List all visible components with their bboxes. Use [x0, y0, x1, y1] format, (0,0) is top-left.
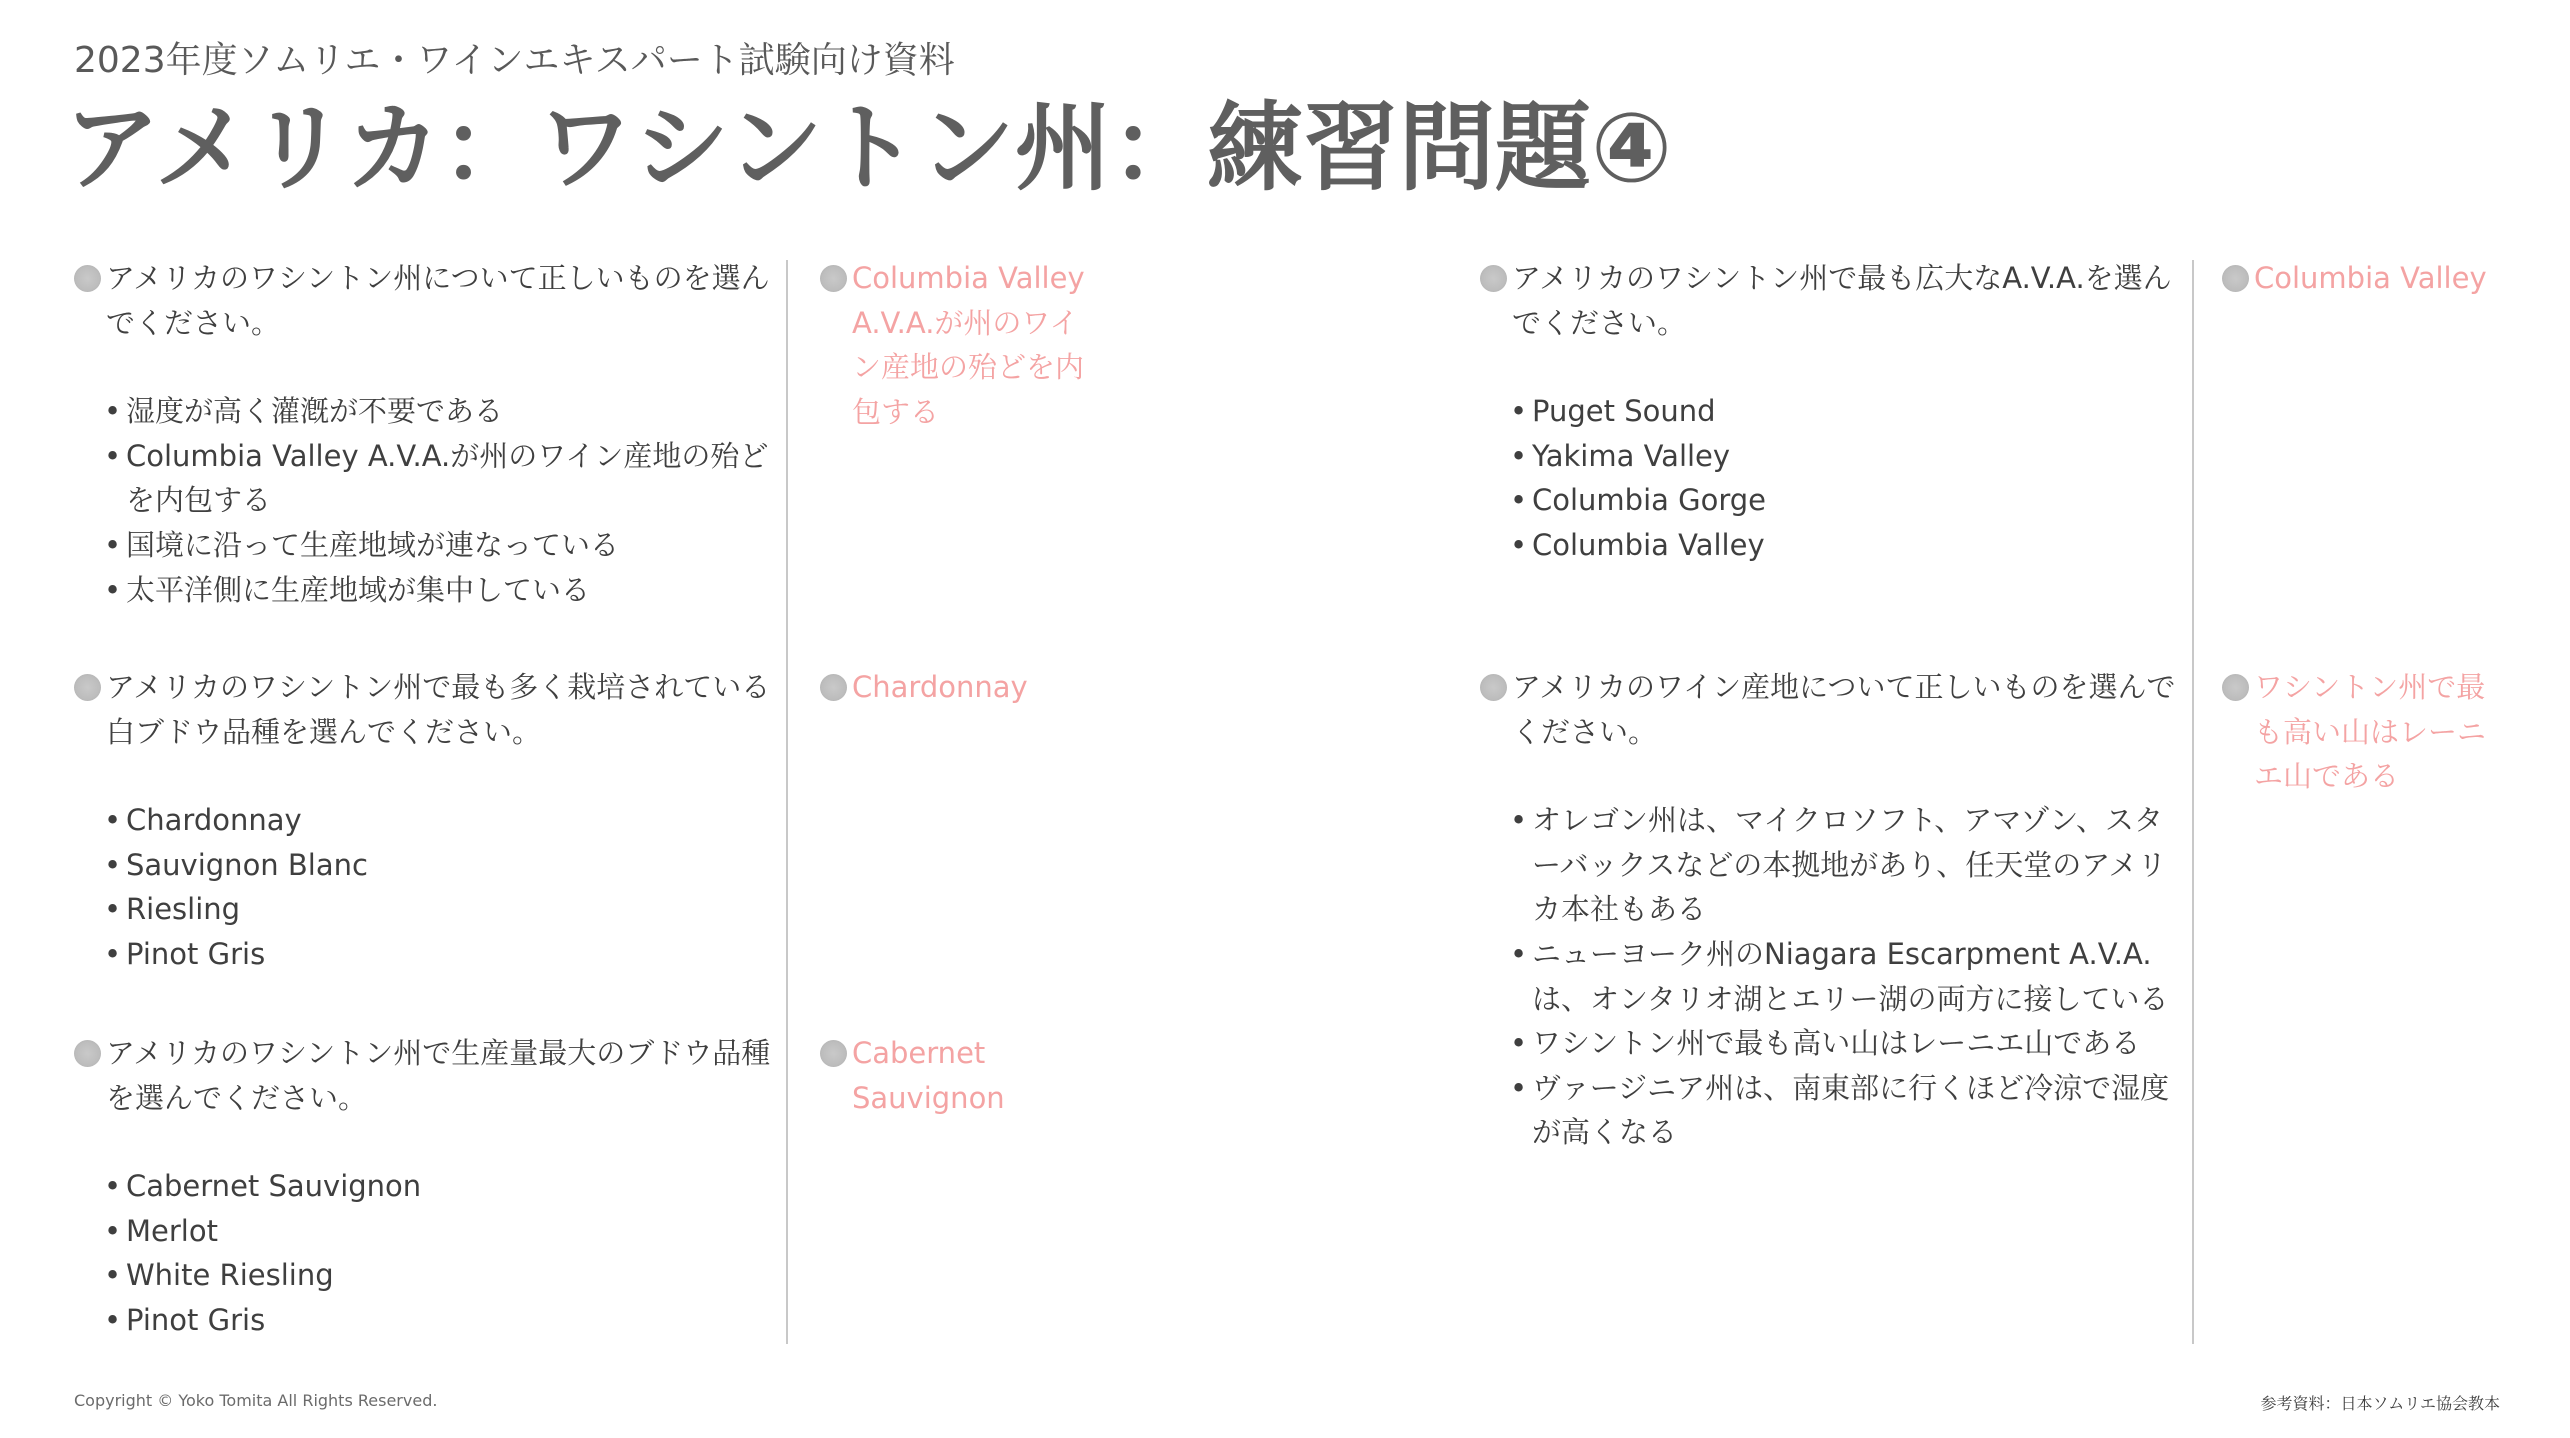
option-item: • ニューヨーク州のNiagara Escarpment A.V.A.は、オンタリオ湖とエリー湖の両方に接している	[1480, 932, 2180, 1021]
question-block-2	[74, 665, 774, 977]
answer-marker-icon	[820, 265, 847, 292]
options-list	[1480, 798, 2180, 1155]
question-marker-icon	[1480, 265, 1507, 292]
option-item: • Columbia Valley A.V.A.が州のワイン産地の殆どを内包する	[74, 434, 774, 523]
option-item: • 太平洋側に生産地域が集中している	[74, 568, 774, 613]
option-item: • 国境に沿って生産地域が連なっている	[74, 523, 774, 568]
answer-label: Cabernet Sauvignon	[852, 1036, 1005, 1115]
option-item: • Puget Sound	[1480, 389, 2180, 434]
options-list	[74, 1164, 774, 1342]
question-marker-icon	[74, 265, 101, 292]
question-marker-icon	[1480, 674, 1507, 701]
option-item: • Merlot	[74, 1209, 774, 1254]
question-label: アメリカのワシントン州で生産量最大のブドウ品種を選んでください。	[106, 1036, 771, 1115]
answer-label: Chardonnay	[852, 670, 1028, 704]
answer-marker-icon	[820, 1040, 847, 1067]
question-block-3	[74, 1031, 774, 1343]
option-item: • Pinot Gris	[74, 1298, 774, 1343]
answer-text	[820, 665, 1105, 710]
question-marker-icon	[74, 674, 101, 701]
options-list	[1480, 389, 2180, 567]
question-text	[74, 256, 774, 345]
answer-block-1	[820, 256, 1105, 434]
copyright-notice: Copyright © Yoko Tomita All Rights Reserved.	[74, 1391, 438, 1410]
answer-block-4	[2222, 256, 2522, 301]
answer-block-2	[820, 665, 1105, 710]
answer-text	[2222, 665, 2512, 799]
answer-block-5	[2222, 665, 2512, 799]
option-item: • Columbia Valley	[1480, 523, 2180, 568]
answer-label: ワシントン州で最も高い山はレーニエ山である	[2254, 670, 2487, 794]
question-text	[1480, 256, 2180, 345]
question-block-4	[1480, 256, 2180, 568]
column-divider-left	[786, 260, 788, 1344]
option-item: • ワシントン州で最も高い山はレーニエ山である	[1480, 1021, 2180, 1066]
option-item: • Cabernet Sauvignon	[74, 1164, 774, 1209]
page-title: アメリカ：ワシントン州：練習問題④	[64, 92, 1673, 204]
option-item: • Pinot Gris	[74, 932, 774, 977]
options-list	[74, 798, 774, 976]
answer-block-3	[820, 1031, 1005, 1120]
question-text	[74, 1031, 774, 1120]
options-list	[74, 389, 774, 612]
question-label: アメリカのワシントン州で最も多く栽培されている白ブドウ品種を選んでください。	[106, 670, 771, 749]
question-label: アメリカのワシントン州で最も広大なA.V.A.を選んでください。	[1512, 261, 2172, 340]
question-label: アメリカのワイン産地について正しいものを選んでください。	[1512, 670, 2176, 749]
answer-label: Columbia Valley A.V.A.が州のワイン産地の殆どを内包する	[852, 261, 1085, 429]
option-item: • Chardonnay	[74, 798, 774, 843]
question-block-1	[74, 256, 774, 612]
option-item: • Yakima Valley	[1480, 434, 2180, 479]
question-label: アメリカのワシントン州について正しいものを選んでください。	[106, 261, 770, 340]
question-text	[1480, 665, 2180, 754]
option-item: • オレゴン州は、マイクロソフト、アマゾン、スターバックスなどの本拠地があり、任天堂のアメリカ本社もある	[1480, 798, 2180, 932]
answer-text	[820, 256, 1105, 434]
option-item: • Sauvignon Blanc	[74, 843, 774, 888]
answer-marker-icon	[2222, 265, 2249, 292]
column-divider-right	[2192, 260, 2194, 1344]
option-item: • ヴァージニア州は、南東部に行くほど冷涼で湿度が高くなる	[1480, 1066, 2180, 1155]
option-item: • 湿度が高く灌漑が不要である	[74, 389, 774, 434]
option-item: • White Riesling	[74, 1253, 774, 1298]
document-subtitle: 2023年度ソムリエ・ワインエキスパート試験向け資料	[74, 40, 955, 81]
option-item: • Columbia Gorge	[1480, 478, 2180, 523]
answer-marker-icon	[820, 674, 847, 701]
option-item: • Riesling	[74, 887, 774, 932]
answer-text	[2222, 256, 2522, 301]
answer-text	[820, 1031, 1005, 1120]
question-block-5	[1480, 665, 2180, 1155]
question-marker-icon	[74, 1040, 101, 1067]
question-text	[74, 665, 774, 754]
answer-marker-icon	[2222, 674, 2249, 701]
answer-label: Columbia Valley	[2254, 261, 2487, 295]
reference-note: 参考資料：日本ソムリエ協会教本	[2260, 1394, 2500, 1413]
